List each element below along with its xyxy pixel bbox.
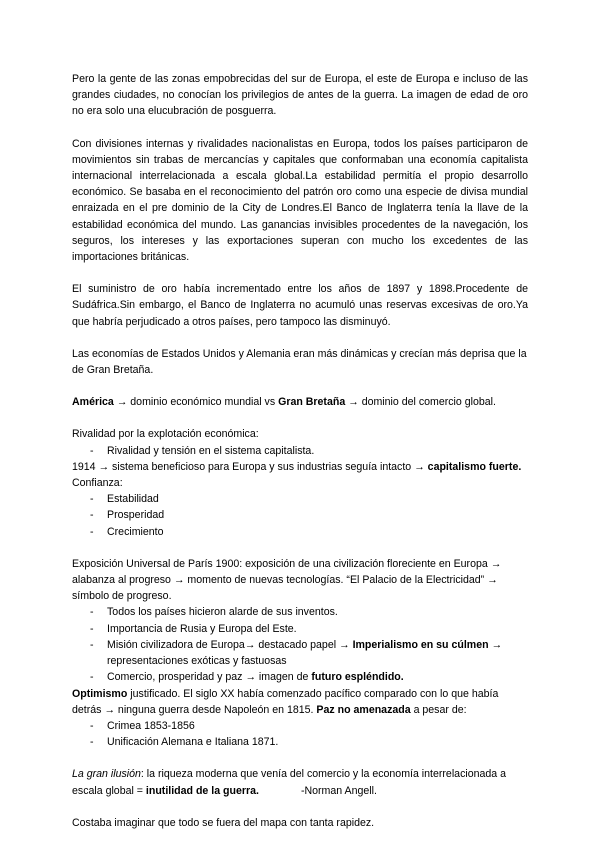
imperialismo-bold: Imperialismo en su cúlmen — [352, 638, 489, 651]
exposicion-list — [72, 604, 528, 685]
list-item — [72, 669, 528, 685]
document-page — [72, 71, 528, 831]
optimismo-tail: a pesar de: — [410, 703, 467, 716]
rivalidad-list — [72, 443, 528, 459]
inutilidad-bold: inutilidad de la guerra. — [145, 784, 259, 797]
america-text: → dominio económico mundial vs — [113, 396, 279, 409]
gb-bold: Gran Bretaña — [278, 396, 346, 409]
optimismo-bold: Optimismo — [72, 687, 128, 700]
america-bold: América — [72, 396, 114, 409]
optimismo-list — [72, 718, 528, 750]
confianza-text: Confianza: — [72, 477, 123, 490]
list-item — [72, 637, 528, 669]
item4-text: Comercio, prosperidad y paz → imagen de — [107, 671, 312, 684]
futuro-esplendido-bold: futuro espléndido. — [311, 671, 404, 684]
paragraph-edad-de-oro: Pero la gente de las zonas empobrecidas del sur de Europa, el este de Europa e incluso de las grandes ciudades, no conocían los privilegios de antes de la guerra. La imagen de edad de oro no era solo una elucubración de posguerra. — [72, 73, 528, 118]
confianza-list — [72, 491, 528, 540]
list-item: - Importancia de Rusia y Europa del Este. — [72, 621, 528, 637]
list-item: - Crimea 1853-1856 — [72, 718, 528, 734]
author-text: -Norman Angell. — [300, 784, 377, 797]
optimismo-text: justificado. El siglo XX había comenzado pacífico comparado con lo que había detrás → ninguna guerra desde Napoleón en 1815. — [72, 687, 499, 716]
paragraph-suministro-oro: El suministro de oro había incrementado entre los años de 1897 y 1898.Procedente de Sudáfrica.Sin embargo, el Banco de Inglaterra no acumuló unas reservas excesivas de oro.Ya que habría perjudicado a otros países, pero tampoco las disminuyó. — [72, 283, 528, 328]
paragraph-divisiones: Con divisiones internas y rivalidades nacionalistas en Europa, todos los países participaron de movimientos sin trabas de mercancías y capitales que conformaban una economía capitalista internacional interrelacionada a escala global.La estabilidad permitía el propio desarrollo económico. Se basaba en el reconocimiento del patrón oro como una especie de divisa mundial enraizada en el pre dominio de la City de Londres.El Banco de Inglaterra tenía la llave de la estabilidad económica del mundo. Las ganancias invisibles procedentes de la navegación, los seguros, los intereses y las exportaciones superan con mucho los excedentes de las importaciones británicas. — [72, 137, 528, 264]
capitalismo-fuerte-bold: capitalismo fuerte. — [427, 460, 522, 473]
gran-ilusion-italic: La gran ilusión — [72, 768, 141, 781]
list-item: - Todos los países hicieron alarde de sus inventos. — [72, 604, 528, 620]
paragraph-1914 — [72, 459, 528, 491]
paragraph-exposicion: Exposición Universal de París 1900: exposición de una civilización floreciente en Europa → alabanza al progreso → momento de nuevas tecnologías. “El Palacio de la Electricidad” → símbolo de progreso. — [72, 557, 502, 603]
gran-ilusion-text: : la riqueza moderna que venía del comercio y la economía interrelacionada a escala global = — [72, 768, 507, 797]
paragraph-gran-ilusion — [72, 766, 528, 798]
line-1914-text: 1914 → sistema beneficioso para Europa y sus industrias seguía intacto → — [72, 460, 428, 473]
paragraph-america-vs-gb — [72, 394, 528, 410]
list-item: - Unificación Alemana e Italiana 1871. — [72, 734, 528, 750]
paragraph-economias: Las economías de Estados Unidos y Alemania eran más dinámicas y crecían más deprisa que la de Gran Bretaña. — [72, 347, 527, 377]
paz-bold: Paz no amenazada — [316, 703, 411, 716]
list-item: - Crecimiento — [72, 524, 528, 540]
paragraph-optimismo — [72, 686, 528, 718]
list-item: - Rivalidad y tensión en el sistema capitalista. — [72, 443, 528, 459]
list-item: - Estabilidad — [72, 491, 528, 507]
rivalidad-heading: Rivalidad por la explotación económica: — [72, 428, 259, 441]
gb-text: → dominio del comercio global. — [345, 396, 496, 409]
item3-text: Misión civilizadora de Europa→ destacado papel → — [107, 638, 353, 651]
list-item: - Prosperidad — [72, 507, 528, 523]
item3-tail: → representaciones exóticas y fastuosas — [107, 638, 503, 668]
paragraph-final: Costaba imaginar que todo se fuera del mapa con tanta rapidez. — [72, 816, 375, 829]
